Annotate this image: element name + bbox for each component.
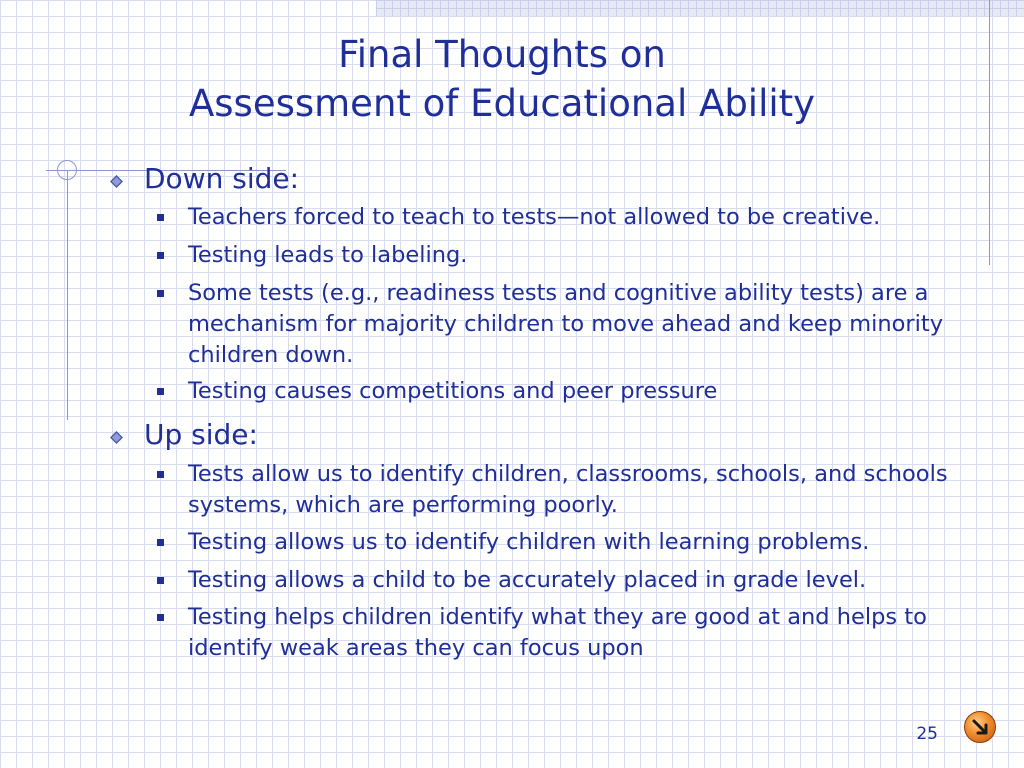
square-bullet-icon: [157, 388, 164, 395]
next-slide-button[interactable]: [964, 711, 996, 743]
arrow-right-down-icon: [965, 712, 995, 742]
slide-title: [0, 30, 1004, 128]
header-band: [376, 0, 1024, 16]
decorative-circle: [57, 160, 77, 180]
square-bullet-icon: [157, 614, 164, 621]
page-number: 25: [916, 724, 938, 744]
decorative-line: [67, 170, 68, 420]
square-bullet-icon: [157, 252, 164, 259]
diamond-bullet-icon: [110, 431, 123, 444]
title-line-1: Final Thoughts on: [338, 33, 666, 76]
square-bullet-icon: [157, 577, 164, 584]
square-bullet-icon: [157, 539, 164, 546]
square-bullet-icon: [157, 214, 164, 221]
diamond-bullet-icon: [110, 175, 123, 188]
square-bullet-icon: [157, 290, 164, 297]
square-bullet-icon: [157, 471, 164, 478]
title-line-2: Assessment of Educational Ability: [188, 82, 816, 125]
